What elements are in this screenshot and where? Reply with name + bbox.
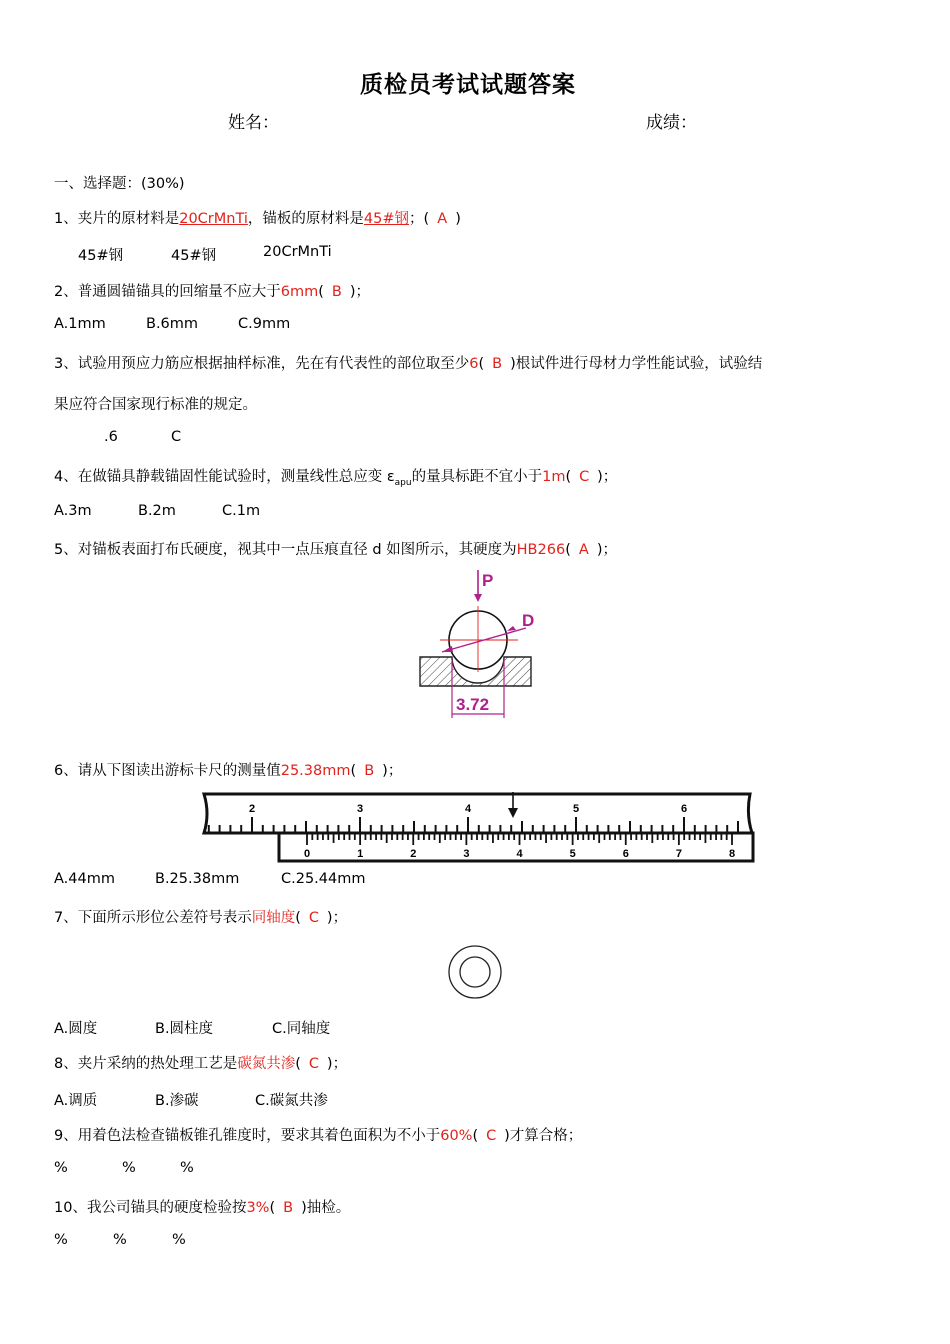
question-10: 10、我公司锚具的硬度检验按3%( B )抽检。 [54,1200,351,1216]
answer-6: B [364,763,375,779]
section-heading: 一、选择题：(30%) [54,176,185,192]
question-6: 6、请从下图读出游标卡尺的测量值25.38mm( B )； [54,763,403,779]
q8-option-c: C.碳氮共渗 [255,1093,328,1109]
force-label: P [482,571,494,590]
q10-option-3: % [172,1232,186,1248]
q10-option-2: % [113,1232,127,1248]
diameter-label: D [522,611,535,630]
answer-7: C [308,910,319,926]
main-scale-label: 2 [249,803,256,815]
vernier-caliper-figure [200,790,756,866]
answer-8: C [308,1056,319,1072]
main-scale-label: 3 [357,803,364,815]
main-scale-label: 5 [573,803,580,815]
vernier-label: 3 [463,848,470,860]
q9-option-3: % [180,1160,194,1176]
name-label: 姓名： [228,113,279,133]
vernier-label: 1 [357,848,364,860]
q6-option-b: B.25.38mm [155,871,240,887]
question-1: 1、夹片的原材料是20CrMnTi，锚板的原材料是45#钢；( A ) [54,211,461,227]
q4-option-b: B.2m [138,503,176,519]
q2-option-a: A.1mm [54,316,106,332]
vernier-label: 8 [729,848,736,860]
vernier-label: 2 [410,848,417,860]
q4-option-c: C.1m [222,503,261,519]
question-3: 3、试验用预应力筋应根据抽样标准，先在有代表性的部位取至少6( B )根试件进行母材力学性能试验，试验结 [54,356,763,372]
q6-option-a: A.44mm [54,871,115,887]
answer-3: B [492,356,503,372]
answer-2: B [331,284,342,300]
q8-option-a: A.调质 [54,1093,98,1109]
q4-option-a: A.3m [54,503,92,519]
measure-label: 3.72 [456,695,490,714]
coaxiality-symbol [445,942,505,1002]
q3-option-1: .6 [104,429,118,445]
q3-option-2: C [171,429,182,445]
main-scale-label: 6 [681,803,688,815]
answer-9: C [486,1128,497,1144]
question-8: 8、夹片采纳的热处理工艺是碳氮共渗( C )； [54,1056,348,1072]
q7-option-c: C.同轴度 [272,1021,331,1037]
q8-option-b: B.渗碳 [155,1093,199,1109]
question-4: 4、在做锚具静载锚固性能试验时，测量线性总应变 $\varepsilon_{apu}$的量具标距不宜小于1m( C )； [54,469,618,488]
question-3-line-2: 果应符合国家现行标准的规定。 [54,397,257,413]
q9-option-1: % [54,1160,68,1176]
answer-10: B [283,1200,294,1216]
q1-option-1: 45#钢 [78,248,124,264]
answer-4: C [579,469,590,485]
answer-5: A [578,542,589,558]
vernier-label: 0 [304,848,311,860]
vernier-label: 7 [675,848,682,860]
vernier-label: 5 [569,848,576,860]
question-2: 2、普通圆锚锚具的回缩量不应大于6mm( B )； [54,284,371,300]
page-title: 质检员考试试题答案 [360,72,576,98]
q1-option-2: 45#钢 [171,248,217,264]
q6-option-c: C.25.44mm [281,871,366,887]
main-scale-label: 4 [465,803,472,815]
question-9: 9、用着色法检查锚板锥孔锥度时，要求其着色面积为不小于60%( C )才算合格； [54,1128,583,1144]
brinell-hardness-figure [412,566,542,722]
q9-option-2: % [122,1160,136,1176]
q7-option-a: A.圆度 [54,1021,98,1037]
score-label: 成绩： [646,113,697,133]
question-7: 7、下面所示形位公差符号表示同轴度( C )； [54,910,348,926]
answer-1: A [437,211,448,227]
q2-option-c: C.9mm [238,316,291,332]
question-5: 5、对锚板表面打布氏硬度，视其中一点压痕直径 d 如图所示，其硬度为HB266( A )； [54,542,618,558]
vernier-label: 4 [516,848,523,860]
q2-option-b: B.6mm [146,316,199,332]
q1-option-3: 20CrMnTi [263,244,332,260]
q7-option-b: B.圆柱度 [155,1021,214,1037]
q10-option-1: % [54,1232,68,1248]
vernier-label: 6 [622,848,629,860]
